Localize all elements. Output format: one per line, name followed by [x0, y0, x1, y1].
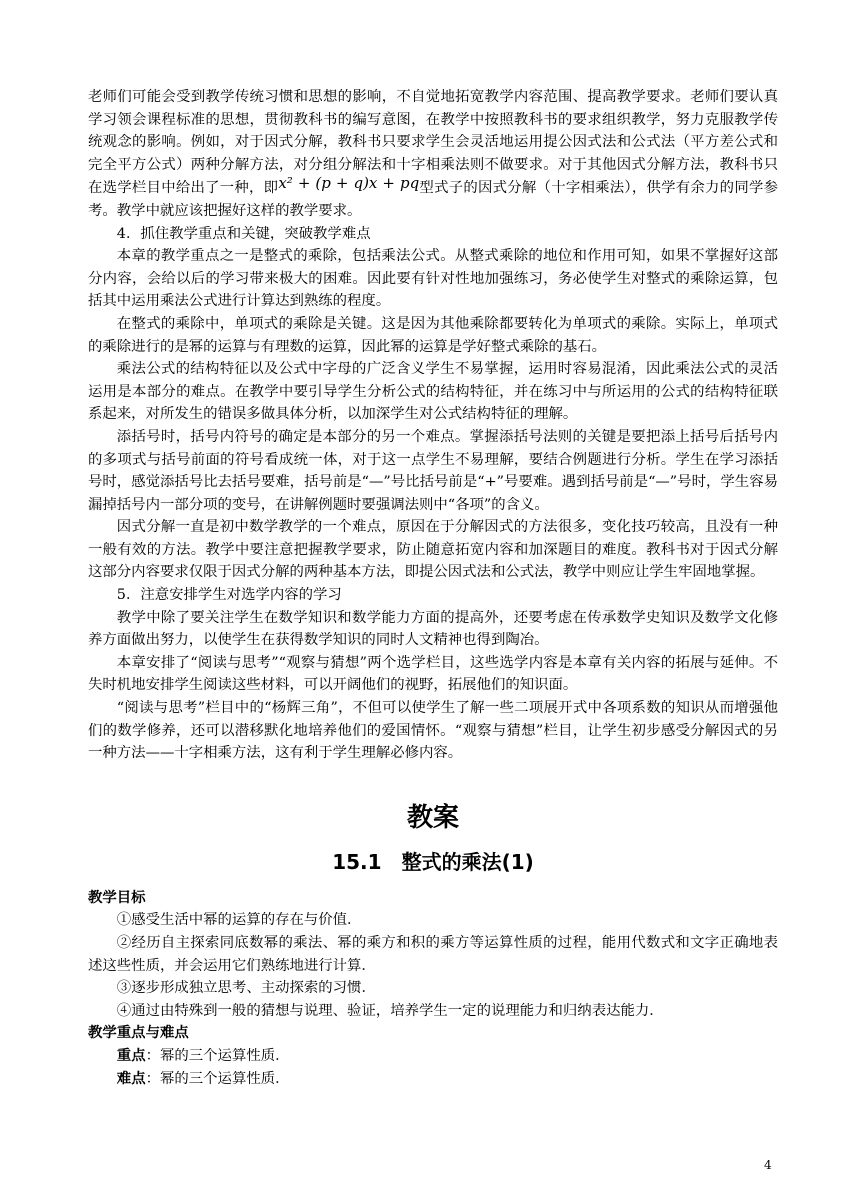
- focus-label: 重点: [116, 1047, 146, 1064]
- lesson-subtitle: 15.1 整式的乘法(1): [332, 849, 534, 874]
- difficulty-text: ：幂的三个运算性质．: [145, 1070, 290, 1087]
- difficulty-label: 难点: [116, 1070, 146, 1087]
- section-5-heading: 5．注意安排学生对选学内容的学习: [116, 587, 342, 604]
- intro-text-before: 老师们可能会受到教学传统习惯和思想的影响，不自觉地拓宽教学内容范围、提高教学要求。老师们要认真学习领会课程标准的思想，贯彻教科书的编写意图，在教学中按照教科书的要求组织教学，努力克服教学传统观念的影响。例如，对于因式分解，教科书只要求学生会灵活地运用提公因式法和公式法（平方差公式和完全平方公式）两种分解方法，对分组分解法和十字相乘法则不做要求。对于其他因式分解方法，教科书只在选学栏目中给出了一种，即: [88, 89, 778, 197]
- section-4-paragraph: 添括号时，括号内符号的确定是本部分的另一个难点。掌握添括号法则的关键是要把添上括号后括号内的多项式与括号前面的符号看成统一体，对于这一点学生不易理解，要结合例题进行分析。学生在学习添括号时，感觉添括号比去括号要难，括号前是“—”号比括号前是“+”号要难。遇到括号前是“—”号时，学生容易漏掉括号内一部分项的变号，在讲解例题时要强调法则中“各项”的含义。: [88, 428, 778, 513]
- lesson-title: 教案: [406, 802, 459, 833]
- goal-item: ①感受生活中幂的运算的存在与价值．: [116, 912, 362, 929]
- section-4-paragraph: 因式分解一直是初中数学教学的一个难点，原因在于分解因式的方法很多，变化技巧较高，且没有一种一般有效的方法。教学中要注意把握教学要求，防止随意拓宽内容和加深题目的难度。教科书对于因式分解这部分内容要求仅限于因式分解的两种基本方法，即提公因式法和公式法，教学中则应让学生牢固地掌握。: [88, 519, 778, 581]
- focus-line: [88, 1045, 778, 1068]
- page-number: 4: [764, 1158, 772, 1172]
- section-4-heading: 4．抓住教学重点和关键，突破教学难点: [116, 225, 371, 242]
- goal-item: ③逐步形成独立思考、主动探索的习惯．: [116, 980, 376, 997]
- formula: x² + (p + q)x + pq: [278, 174, 420, 193]
- goal-item: ②经历自主探索同底数幂的乘法、幂的乘方和积的乘方等运算性质的过程，能用代数式和文字正确地表述这些性质，并会运用它们熟练地进行计算．: [88, 935, 778, 974]
- section-5-paragraph: 教学中除了要关注学生在数学知识和数学能力方面的提高外，还要考虑在传承数学史知识及数学文化修养方面做出努力，以使学生在获得数学知识的同时人文精神也得到陶冶。: [88, 609, 778, 649]
- goal-item: ④通过由特殊到一般的猜想与说理、验证，培养学生一定的说理能力和归纳表达能力．: [116, 1002, 664, 1019]
- intro-text-after: 型式子的因式分解（十字相乘法），供学有余力的同学参考。教学中就应该把握好这样的教学要求。: [88, 180, 778, 219]
- focus-text: ：幂的三个运算性质．: [145, 1047, 290, 1064]
- section-5-paragraph: 本章安排了“阅读与思考”“观察与猜想”两个选学栏目，这些选学内容是本章有关内容的拓展与延伸。不失时机地安排学生阅读这些材料，可以开阔他们的视野，拓展他们的知识面。: [88, 654, 778, 694]
- difficulty-line: [88, 1068, 778, 1091]
- keypoints-heading: 教学重点与难点: [88, 1025, 189, 1042]
- document-body: [88, 86, 778, 1090]
- goals-heading: 教学目标: [88, 889, 146, 906]
- section-5-paragraph: “阅读与思考”栏目中的“杨辉三角”，不但可以使学生了解一些二项展开式中各项系数的知识从而增强他们的数学修养，还可以潜移默化地培养他们的爱国情怀。“观察与猜想”栏目，让学生初步感受分解因式的另一种方法——十字相乘方法，这有利于学生理解必修内容。: [88, 700, 778, 762]
- section-4-paragraph: 本章的教学重点之一是整式的乘除，包括乘法公式。从整式乘除的地位和作用可知，如果不掌握好这部分内容，会给以后的学习带来极大的困难。因此要有针对性地加强练习，务必使学生对整式的乘除运算，包括其中运用乘法公式进行计算达到熟练的程度。: [88, 248, 778, 310]
- section-4-paragraph: 在整式的乘除中，单项式的乘除是关键。这是因为其他乘除都要转化为单项式的乘除。实际上，单项式的乘除进行的是幂的运算与有理数的运算，因此幂的运算是学好整式乘除的基石。: [88, 315, 778, 355]
- section-4-paragraph: 乘法公式的结构特征以及公式中字母的广泛含义学生不易掌握，运用时容易混淆，因此乘法公式的灵活运用是本部分的难点。在教学中要引导学生分析公式的结构特征，并在练习中与所运用的公式的结构特征联系起来，对所发生的错误多做具体分析，以加深学生对公式结构特征的理解。: [88, 361, 778, 423]
- intro-paragraph: [88, 86, 778, 223]
